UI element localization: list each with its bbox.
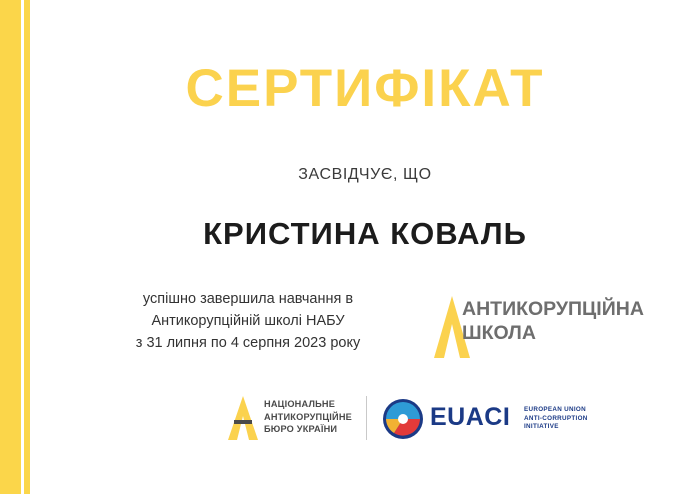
left-yellow-band	[0, 0, 30, 494]
certificate-title: СЕРТИФІКАТ	[185, 59, 545, 118]
nabu-logo	[228, 394, 352, 444]
euaci-sub-line-3: INITIATIVE	[524, 423, 559, 431]
nabu-line-2: АНТИКОРУПЦІЙНЕ	[264, 411, 352, 422]
school-logo-line-2: ШКОЛА	[462, 322, 536, 344]
recipient-name: КРИСТИНА КОВАЛЬ	[203, 216, 527, 251]
euaci-subtext	[524, 406, 588, 432]
body-line-2: Антикорупційній школі НАБУ	[151, 313, 345, 329]
nabu-line-1: НАЦІОНАЛЬНЕ	[264, 399, 336, 409]
certificate-content	[30, 0, 700, 494]
footer-divider	[366, 396, 367, 440]
nabu-emblem-icon	[228, 396, 258, 440]
euaci-sub-line-2: ANTI-CORRUPTION	[524, 414, 588, 422]
euaci-logo	[382, 398, 612, 440]
euaci-globe-icon	[382, 398, 424, 440]
nabu-line-3: БЮРО УКРАЇНИ	[264, 424, 338, 434]
school-logo-line-1: АНТИКОРУПЦІЙНА	[462, 298, 644, 320]
certificate-subtitle: ЗАСВІДЧУЄ, ЩО	[298, 166, 432, 183]
body-line-1: успішно завершила навчання в	[142, 291, 354, 307]
certificate-body-text	[48, 288, 448, 354]
euaci-wordmark: EUACI	[430, 403, 511, 431]
left-band-white-stripe	[21, 0, 24, 494]
anticorruption-school-logo	[434, 296, 644, 362]
euaci-sub-line-1: EUROPEAN UNION	[524, 406, 586, 413]
nabu-logo-text	[264, 398, 352, 436]
body-line-3: з 31 липня по 4 серпня 2023 року	[135, 335, 361, 351]
footer-logos	[30, 394, 700, 452]
